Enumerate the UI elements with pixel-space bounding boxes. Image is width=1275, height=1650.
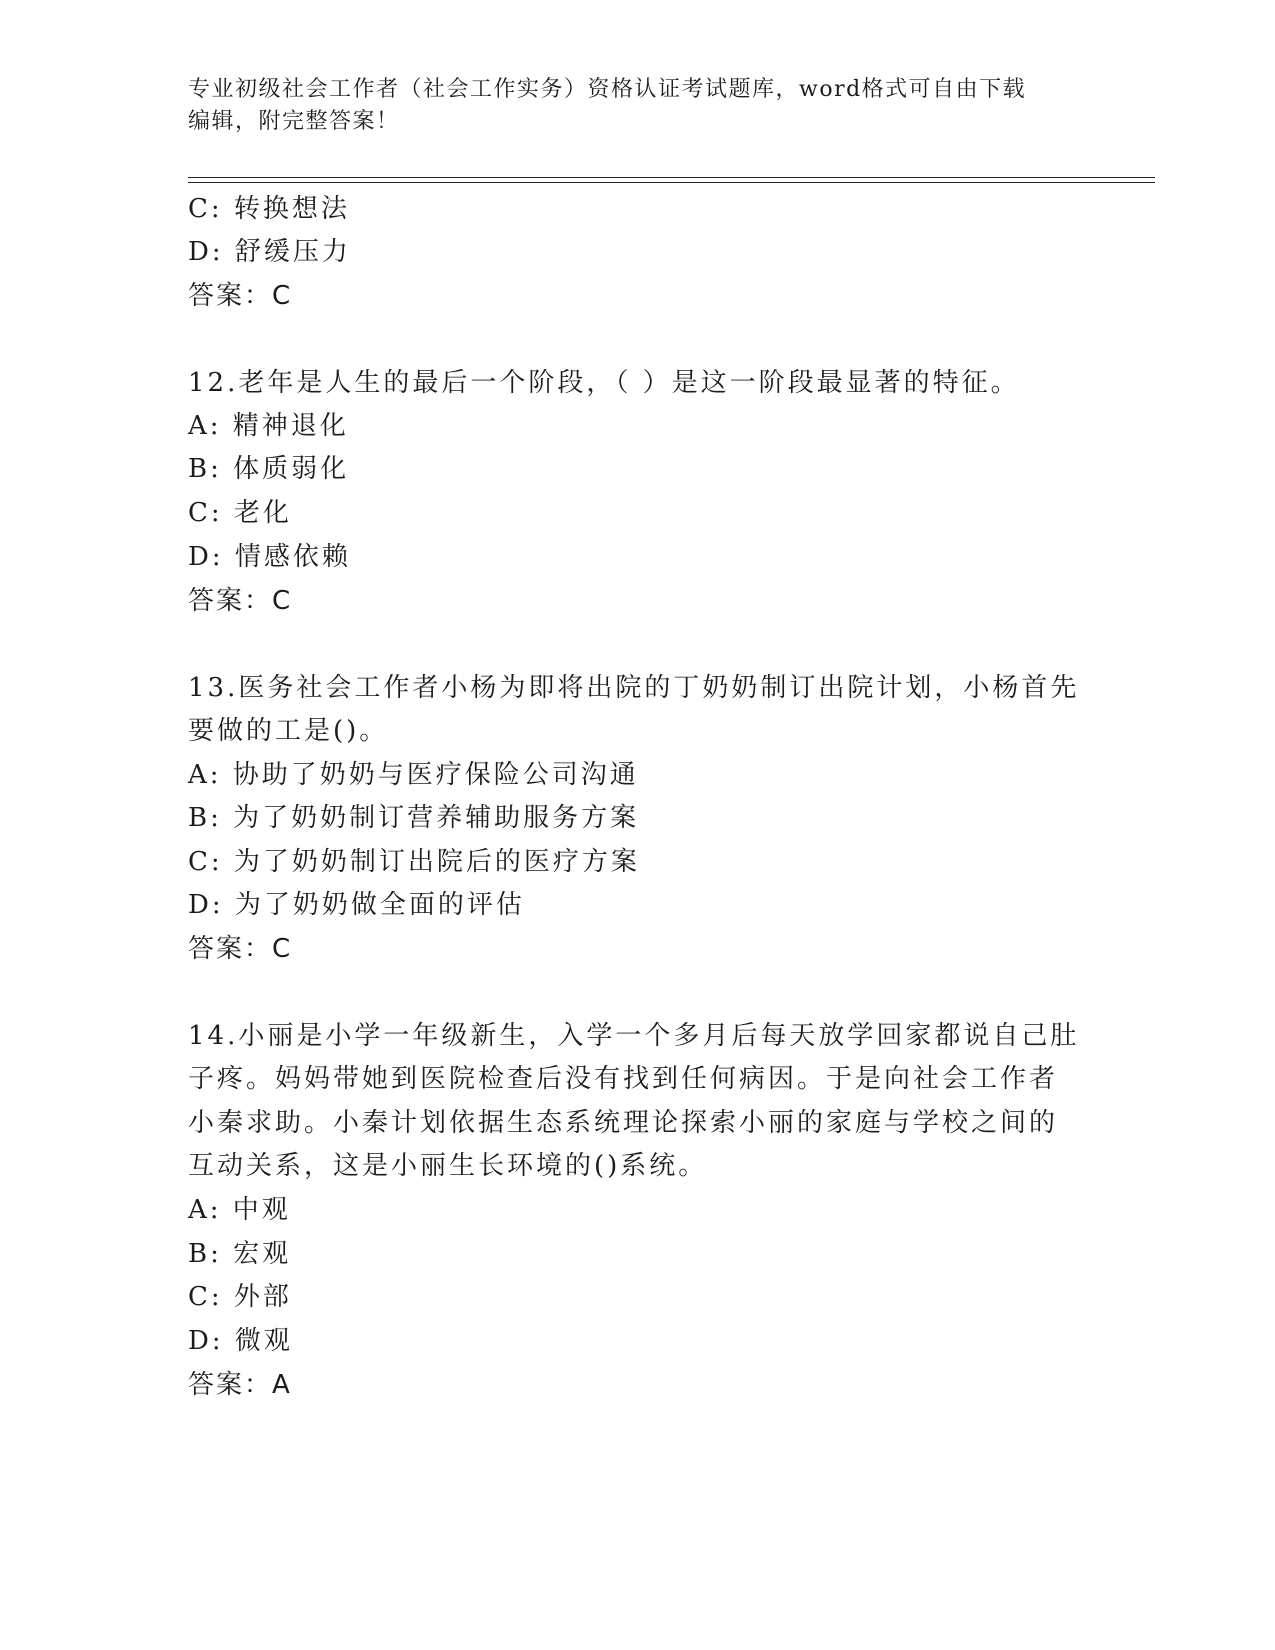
q14-option-a: A: 中观 — [188, 1195, 291, 1225]
header-title-line2: 编辑，附完整答案！ — [188, 109, 400, 134]
q14-stem-line1: 14.小丽是小学一年级新生，入学一个多月后每天放学回家都说自己肚 — [188, 1021, 1080, 1051]
q14-stem-line2: 子疼。妈妈带她到医院检查后没有找到任何病因。于是向社会工作者 — [188, 1064, 1059, 1094]
q14-option-c: C: 外部 — [188, 1282, 292, 1312]
q13-option-c: C: 为了奶奶制订出院后的医疗方案 — [188, 847, 640, 877]
q11-option-c: C: 转换想法 — [188, 194, 350, 224]
document-header — [188, 74, 1088, 138]
q11-option-d: D: 舒缓压力 — [188, 237, 351, 267]
q12-option-d: D: 情感依赖 — [188, 542, 351, 572]
header-divider-bottom — [188, 182, 1155, 183]
q13-option-b: B: 为了奶奶制订营养辅助服务方案 — [188, 803, 640, 833]
q12-option-a: A: 精神退化 — [188, 411, 349, 441]
q14-option-d: D: 微观 — [188, 1326, 293, 1356]
header-title-line1: 专业初级社会工作者（社会工作实务）资格认证考试题库，word格式可自由下载 — [188, 77, 1027, 102]
q14-stem-line4: 互动关系，这是小丽生长环境的()系统。 — [188, 1151, 708, 1181]
q13-option-a: A: 协助了奶奶与医疗保险公司沟通 — [188, 760, 639, 790]
q12-option-c: C: 老化 — [188, 498, 292, 528]
q13-option-d: D: 为了奶奶做全面的评估 — [188, 890, 525, 920]
q14-stem-line3: 小秦求助。小秦计划依据生态系统理论探索小丽的家庭与学校之间的 — [188, 1108, 1059, 1138]
q12-stem: 12.老年是人生的最后一个阶段，（ ）是这一阶段最显著的特征。 — [188, 368, 1020, 398]
q12-answer: 答案：C — [188, 586, 293, 616]
q11-answer: 答案：C — [188, 281, 293, 311]
q13-stem-line1: 13.医务社会工作者小杨为即将出院的丁奶奶制订出院计划，小杨首先 — [188, 673, 1080, 703]
q14-answer: 答案：A — [188, 1370, 292, 1400]
q13-stem-line2: 要做的工是()。 — [188, 716, 389, 746]
q14-option-b: B: 宏观 — [188, 1239, 292, 1269]
header-divider-top — [188, 177, 1155, 178]
q13-answer: 答案：C — [188, 934, 293, 964]
q12-option-b: B: 体质弱化 — [188, 454, 350, 484]
